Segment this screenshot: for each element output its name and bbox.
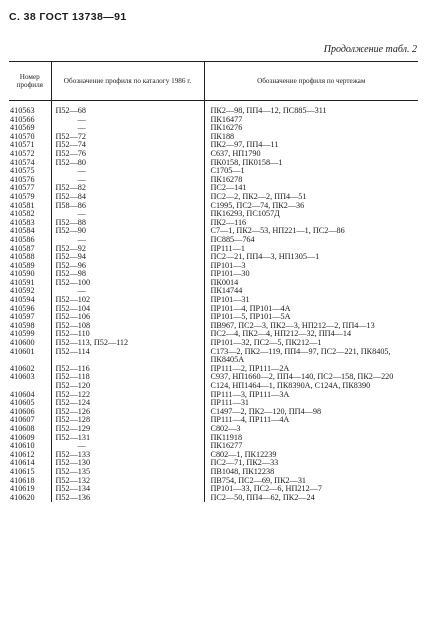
drawing-designation-cell: ПК11918 — [204, 434, 418, 443]
catalog-designation-cell: П52—132 — [51, 477, 204, 486]
profile-number-cell: 410581 — [10, 201, 35, 210]
table-row — [9, 339, 418, 348]
catalog-designation-cell: П52—113, П52—112 — [51, 339, 204, 348]
drawing-designation-cell: ПК0014 — [204, 279, 418, 288]
drawing-designation-cell: ПР101—3 — [204, 262, 418, 271]
table-row — [9, 459, 418, 468]
catalog-designation-cell: П52—98 — [51, 270, 204, 279]
catalog-designation-cell: П52—80 — [51, 159, 204, 168]
catalog-designation-cell: П52—120 — [51, 382, 204, 391]
catalog-designation-cell: — — [51, 236, 204, 245]
profile-number-cell: 410572 — [10, 149, 35, 158]
drawing-designation-cell: С1497—2, ПК2—120, ПП4—98 — [204, 408, 418, 417]
drawing-designation-cell: ПК0158, ПК0158—1 — [204, 159, 418, 168]
profiles-table — [9, 61, 418, 502]
catalog-designation-cell: П52—94 — [51, 253, 204, 262]
profile-number-cell: 410591 — [10, 278, 35, 287]
table-row — [9, 425, 418, 434]
catalog-designation-cell: П52—124 — [51, 399, 204, 408]
profile-number-cell: 410577 — [10, 184, 35, 193]
profile-number-cell: 410609 — [10, 433, 35, 442]
profile-number-cell: 410599 — [10, 330, 35, 339]
catalog-designation-cell: П52—116 — [51, 365, 204, 374]
table-row — [9, 382, 418, 391]
profile-number-cell: 410597 — [10, 313, 35, 322]
drawing-designation-cell: С1705—1 — [204, 167, 418, 176]
catalog-designation-cell: — — [51, 176, 204, 185]
column-header-catalog: Обозначение профиля по каталогу 1986 г. — [51, 62, 204, 101]
profile-number-cell: 410598 — [10, 321, 35, 330]
table-row — [9, 322, 418, 331]
table-row — [9, 434, 418, 443]
catalog-designation-cell: П52—114 — [51, 348, 204, 365]
catalog-designation-cell: П52—126 — [51, 408, 204, 417]
table-row — [9, 245, 418, 254]
profile-number-cell: 410590 — [10, 270, 35, 279]
table-row — [9, 167, 418, 176]
drawing-designation-cell: ПР101—31 — [204, 296, 418, 305]
profile-number-cell: 410594 — [10, 296, 35, 305]
catalog-designation-cell: П52—92 — [51, 245, 204, 254]
profile-number-cell: 410589 — [10, 261, 35, 270]
drawing-designation-cell: ПР101—5, ПР101—5А — [204, 313, 418, 322]
profile-number-cell: 410604 — [10, 390, 35, 399]
profile-number-cell: 410563 — [10, 106, 35, 115]
profile-number-cell: 410586 — [10, 235, 35, 244]
drawing-designation-cell: ПС2—21, ПП4—3, НП1305—1 — [204, 253, 418, 262]
table-row — [9, 262, 418, 271]
drawing-designation-cell: ПК16277 — [204, 442, 418, 451]
table-row — [9, 408, 418, 417]
table-row — [9, 133, 418, 142]
drawing-designation-cell: С173—2, ПК2—119, ПП4—97, ПС2—221, ПК8405, ПК8405А — [204, 348, 418, 365]
table-row — [9, 391, 418, 400]
drawing-designation-cell: ПР101—33, ПС2—6, НП212—7 — [204, 485, 418, 494]
drawing-designation-cell: С802—1, ПК12239 — [204, 451, 418, 460]
catalog-designation-cell: — — [51, 287, 204, 296]
table-row — [9, 253, 418, 262]
drawing-designation-cell: ПВ754, ПС2—69, ПК2—31 — [204, 477, 418, 486]
table-body — [9, 101, 418, 503]
drawing-designation-cell: С1995, ПС2—74, ПК2—36 — [204, 202, 418, 211]
profile-number-cell: 410610 — [10, 442, 35, 451]
profile-number-cell: 410574 — [10, 158, 35, 167]
profile-number-cell: 410605 — [10, 399, 35, 408]
catalog-designation-cell: — — [51, 442, 204, 451]
profile-number-cell: 410579 — [10, 192, 35, 201]
drawing-designation-cell: ПС885—764 — [204, 236, 418, 245]
profile-number-cell: 410600 — [10, 339, 35, 348]
table-row — [9, 305, 418, 314]
drawing-designation-cell: С124, НП1464—1, ПК8390А, С124А, ПК8390 — [204, 382, 418, 391]
profile-number-cell: 410569 — [10, 124, 35, 133]
profile-number-cell: 410582 — [10, 210, 35, 219]
profile-number-cell: 410618 — [10, 476, 35, 485]
profile-number-cell: 410584 — [10, 227, 35, 236]
drawing-designation-cell: ПК2—116 — [204, 219, 418, 228]
drawing-designation-cell: ПР101—30 — [204, 270, 418, 279]
profile-number-cell: 410603 — [10, 373, 35, 382]
catalog-designation-cell: П52—108 — [51, 322, 204, 331]
drawing-designation-cell: ПР101—32, ПС2—5, ПК212—1 — [204, 339, 418, 348]
profile-number-cell: 410570 — [10, 132, 35, 141]
table-header-row — [9, 62, 418, 101]
profile-number-cell — [9, 382, 51, 391]
table-row — [9, 416, 418, 425]
catalog-designation-cell: П52—72 — [51, 133, 204, 142]
profile-number-cell: 410571 — [10, 141, 35, 150]
profile-number-cell: 410619 — [10, 485, 35, 494]
catalog-designation-cell: П52—122 — [51, 391, 204, 400]
table-row — [9, 124, 418, 133]
catalog-designation-cell: П52—133 — [51, 451, 204, 460]
catalog-designation-cell: П52—88 — [51, 219, 204, 228]
drawing-designation-cell: ПР111—31 — [204, 399, 418, 408]
catalog-designation-cell: П52—84 — [51, 193, 204, 202]
drawing-designation-cell: ПР111—2, ПР111—2А — [204, 365, 418, 374]
drawing-designation-cell: ПС2—50, ПП4—62, ПК2—24 — [204, 494, 418, 503]
table-row — [9, 485, 418, 494]
catalog-designation-cell: — — [51, 124, 204, 133]
drawing-designation-cell: ПВ1048, ПК12238 — [204, 468, 418, 477]
table-row — [9, 494, 418, 503]
table-row — [9, 176, 418, 185]
catalog-designation-cell: — — [51, 210, 204, 219]
catalog-designation-cell: П52—76 — [51, 150, 204, 159]
drawing-designation-cell: ПК16276 — [204, 124, 418, 133]
catalog-designation-cell: П52—90 — [51, 227, 204, 236]
drawing-designation-cell: С802—3 — [204, 425, 418, 434]
table-row — [9, 227, 418, 236]
column-header-drawing: Обозначение профиля по чертежам — [204, 62, 418, 101]
drawing-designation-cell: ПК2—98, ПП4—12, ПС885—311 — [204, 101, 418, 116]
drawing-designation-cell: С7—1, ПК2—53, НП221—1, ПС2—86 — [204, 227, 418, 236]
catalog-designation-cell: П52—130 — [51, 459, 204, 468]
column-header-number: Номер профиля — [9, 62, 51, 101]
drawing-designation-cell: ПК2—97, ПП4—11 — [204, 141, 418, 150]
table-row — [9, 287, 418, 296]
profile-number-cell: 410606 — [10, 407, 35, 416]
profile-number-cell: 410612 — [10, 450, 35, 459]
catalog-designation-cell: П52—96 — [51, 262, 204, 271]
catalog-designation-cell: П52—134 — [51, 485, 204, 494]
drawing-designation-cell: ПС2—4, ПК2—4, НП212—32, ПП4—14 — [204, 330, 418, 339]
drawing-designation-cell: ПС2—141 — [204, 184, 418, 193]
profile-number-cell: 410607 — [10, 416, 35, 425]
page-header: С. 38 ГОСТ 13738—91 — [9, 11, 127, 23]
profile-number-cell: 410614 — [10, 459, 35, 468]
table-row — [9, 101, 418, 116]
table-row — [9, 193, 418, 202]
profile-number-cell: 410576 — [10, 175, 35, 184]
catalog-designation-cell: П52—100 — [51, 279, 204, 288]
profile-number-cell: 410583 — [10, 218, 35, 227]
profile-number-cell: 410596 — [10, 304, 35, 313]
catalog-designation-cell: П52—131 — [51, 434, 204, 443]
drawing-designation-cell: С637, НП1790 — [204, 150, 418, 159]
table-row — [9, 468, 418, 477]
table-row — [9, 116, 418, 125]
catalog-designation-cell: П52—135 — [51, 468, 204, 477]
drawing-designation-cell: С937, НП1660—2, ПП4—140, ПС2—158, ПК2—220 — [204, 373, 418, 382]
table-row — [9, 313, 418, 322]
catalog-designation-cell: П52—128 — [51, 416, 204, 425]
table-row — [9, 202, 418, 211]
catalog-designation-cell: П52—74 — [51, 141, 204, 150]
table-row — [9, 296, 418, 305]
drawing-designation-cell: ПС2—2, ПК2—2, ПП4—51 — [204, 193, 418, 202]
drawing-designation-cell: ПК14744 — [204, 287, 418, 296]
catalog-designation-cell: П52—82 — [51, 184, 204, 193]
profile-number-cell: 410575 — [10, 167, 35, 176]
profile-number-cell: 410602 — [10, 364, 35, 373]
profile-number-cell: 410588 — [10, 253, 35, 262]
table-row — [9, 159, 418, 168]
table-row — [9, 477, 418, 486]
table-row — [9, 279, 418, 288]
profile-number-cell: 410615 — [10, 467, 35, 476]
catalog-designation-cell: — — [51, 116, 204, 125]
drawing-designation-cell: ПС2—71, ПК2—33 — [204, 459, 418, 468]
catalog-designation-cell: П52—106 — [51, 313, 204, 322]
table-row — [9, 141, 418, 150]
table-row — [9, 451, 418, 460]
table-continuation-label: Продолжение табл. 2 — [323, 44, 417, 55]
catalog-designation-cell: П58—86 — [51, 202, 204, 211]
catalog-designation-cell: П52—102 — [51, 296, 204, 305]
table-row — [9, 330, 418, 339]
profile-number-cell: 410620 — [10, 493, 35, 502]
catalog-designation-cell: П52—68 — [51, 101, 204, 116]
table-row — [9, 210, 418, 219]
drawing-designation-cell: ПК16278 — [204, 176, 418, 185]
table-row — [9, 373, 418, 382]
catalog-designation-cell: П52—129 — [51, 425, 204, 434]
table-row — [9, 365, 418, 374]
table-row — [9, 348, 418, 365]
profile-number-cell: 410566 — [10, 115, 35, 124]
table-row — [9, 184, 418, 193]
table-row — [9, 236, 418, 245]
table-row — [9, 219, 418, 228]
drawing-designation-cell: ПР111—3, ПР111—3А — [204, 391, 418, 400]
profile-number-cell: 410592 — [10, 287, 35, 296]
table-row — [9, 442, 418, 451]
profile-number-cell: 410587 — [10, 244, 35, 253]
catalog-designation-cell: П52—118 — [51, 373, 204, 382]
drawing-designation-cell: ПК188 — [204, 133, 418, 142]
catalog-designation-cell: П52—110 — [51, 330, 204, 339]
catalog-designation-cell: П52—104 — [51, 305, 204, 314]
drawing-designation-cell: ПК16477 — [204, 116, 418, 125]
profile-number-cell: 410608 — [10, 424, 35, 433]
drawing-designation-cell: ПР111—1 — [204, 245, 418, 254]
catalog-designation-cell: — — [51, 167, 204, 176]
catalog-designation-cell: П52—136 — [51, 494, 204, 503]
drawing-designation-cell: ПК16293, ПС1057Д — [204, 210, 418, 219]
drawing-designation-cell: ПР111—4, ПР111—4А — [204, 416, 418, 425]
table-row — [9, 150, 418, 159]
profile-number-cell: 410601 — [10, 347, 35, 356]
table-row — [9, 399, 418, 408]
table-row — [9, 270, 418, 279]
drawing-designation-cell: ПВ967, ПС2—3, ПК2—3, НП212—2, ПП4—13 — [204, 322, 418, 331]
drawing-designation-cell: ПР101—4, ПР101—4А — [204, 305, 418, 314]
